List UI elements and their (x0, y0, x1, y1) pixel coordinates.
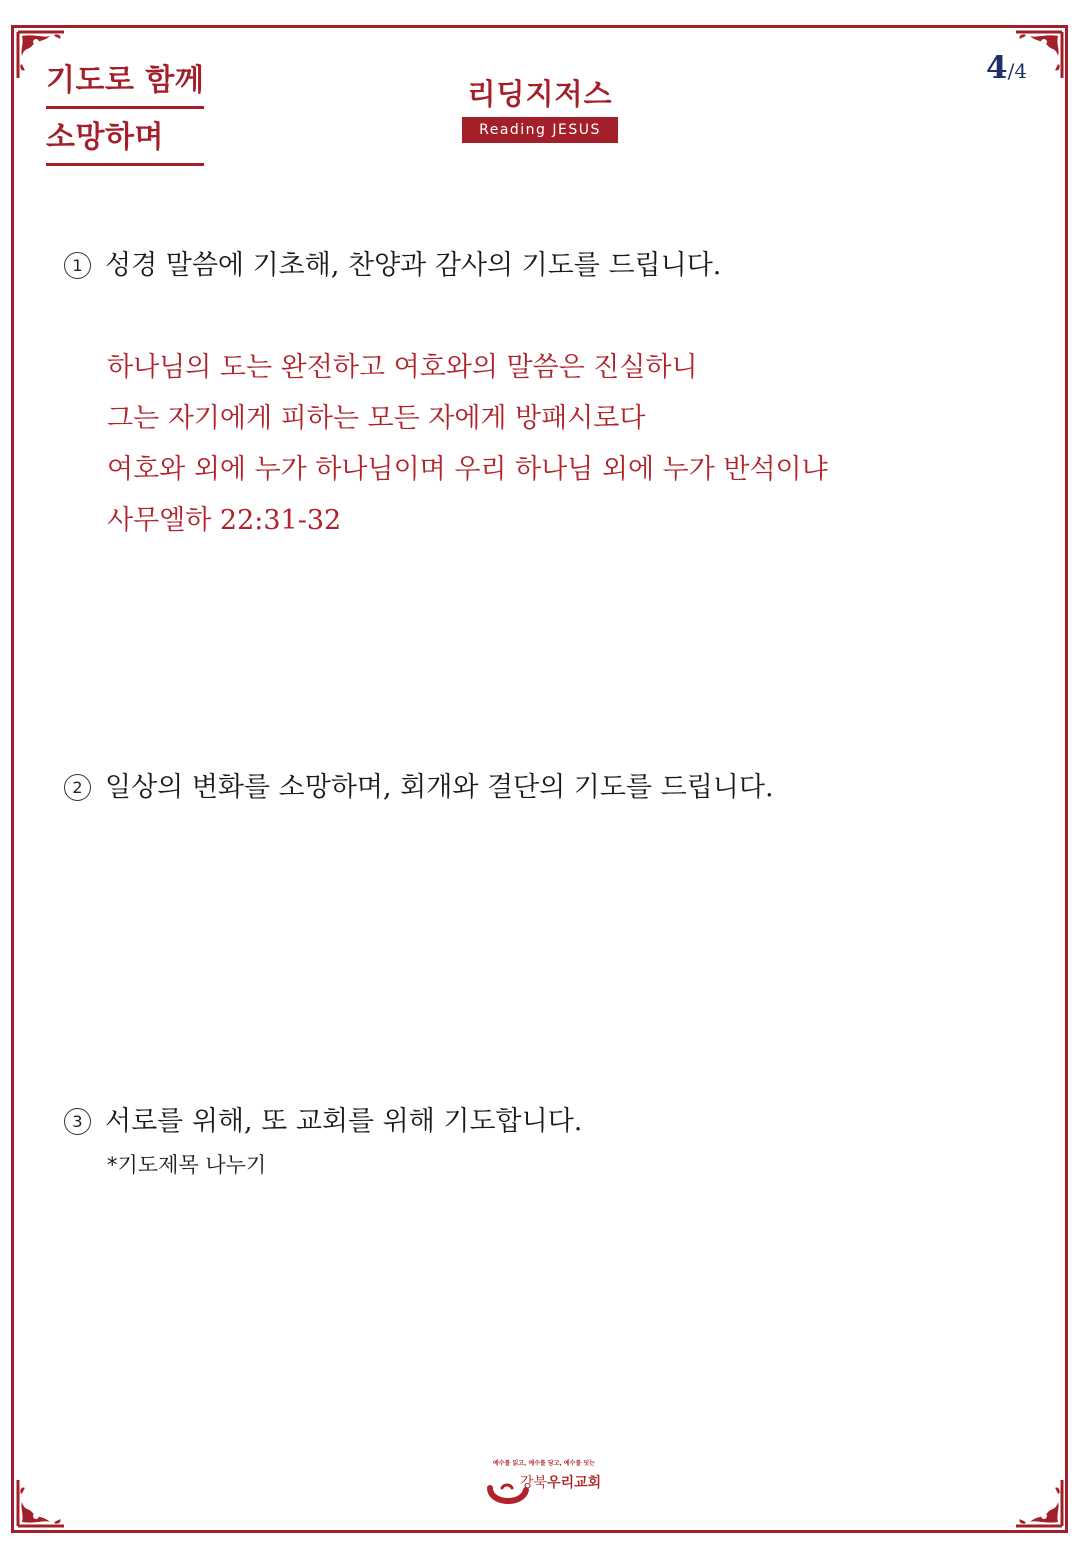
section-title-line-1: 기도로 함께 (46, 60, 204, 109)
verse-reference: 사무엘하 22:31-32 (107, 505, 342, 536)
brand-logo (462, 74, 618, 143)
church-name-light: 강북 (520, 1475, 548, 1491)
page-number (986, 50, 1027, 86)
prayer-item-text: 성경 말씀에 기초해, 찬양과 감사의 기도를 드립니다. (105, 250, 722, 281)
prayer-note: *기도제목 나누기 (107, 1153, 267, 1177)
verse-line: 하나님의 도는 완전하고 여호와의 말씀은 진실하니 (107, 352, 698, 383)
circled-number-icon: 2 (64, 774, 91, 801)
prayer-item-1 (64, 248, 721, 284)
brand-english: Reading JESUS (462, 117, 618, 143)
corner-ornament-bottom-right (1012, 1476, 1066, 1530)
section-title-line-2: 소망하며 (46, 117, 204, 166)
scripture-verse (107, 342, 828, 546)
circled-number-icon: 3 (64, 1108, 91, 1135)
church-name (520, 1472, 601, 1492)
brand-korean: 리딩지저스 (467, 77, 613, 111)
prayer-item-2 (64, 770, 774, 806)
verse-line: 여호와 외에 누가 하나님이며 우리 하나님 외에 누가 반석이냐 (107, 454, 828, 485)
church-name-bold: 우리교회 (547, 1475, 602, 1491)
page-total: /4 (1007, 59, 1028, 83)
verse-line: 그는 자기에게 피하는 모든 자에게 방패시로다 (107, 403, 646, 434)
section-title (46, 60, 204, 174)
church-slogan: 예수를 읽고, 예수를 담고, 예수를 잇는 (493, 1460, 595, 1467)
corner-ornament-bottom-left (14, 1476, 68, 1530)
page-current: 4 (986, 50, 1008, 86)
prayer-item-3 (64, 1104, 582, 1140)
prayer-item-text: 일상의 변화를 소망하며, 회개와 결단의 기도를 드립니다. (105, 772, 774, 803)
church-logo (484, 1458, 604, 1514)
circled-number-icon: 1 (64, 252, 91, 279)
prayer-item-text: 서로를 위해, 또 교회를 위해 기도합니다. (105, 1106, 583, 1137)
